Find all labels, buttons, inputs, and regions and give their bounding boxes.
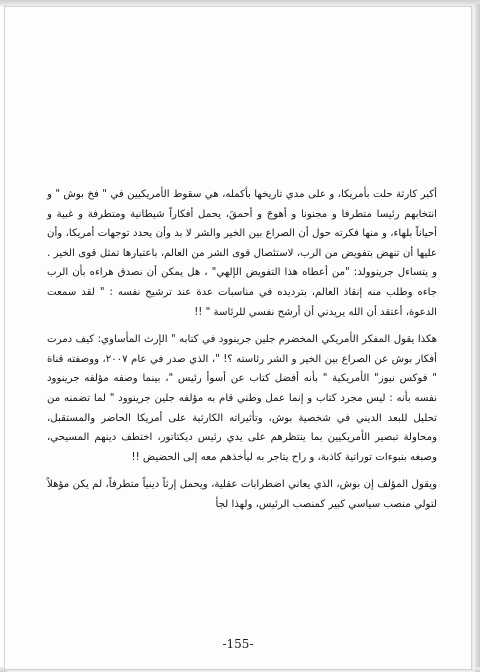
paragraph-3: ويقول المؤلف إن بوش، الذي يعاني اضطرابات عقلية، ويحمل إرثاً دينياً متطرفاً، لم يكن مؤهلاً لتولي منصب سياسي كبير كمنصب الرئيس، ولهذا لجأ [47,479,437,510]
paragraph-1: أكبر كارثة حلت بأمريكا، و على مدي تاريخها بأكمله، هي سقوط الأمريكيين في " فخ بوش " و انتخابهم رئيسا متطرفا و مجنونا و أهوجَ و أحمقَ، يحمل أفكاراً شيطانية ومتطرفة و غبية و أحياناً بلهاء، و منها فكرته حول أن الصراع بين الخير والشر لا بد وأن يحدد توجهات أمريكا، وأن عليها أن تنهض بتفويض من الرب، لاستئصال قوى الشر من العالم، باعتبارها تمثل قوى الخير . و يتساءل جرينوولد: "من أعطاه هذا التفويض الإلهي" ، هل يمكن أن نصدق هراءه بأن الرب جاءه وطلب منه إنقاذ العالم، بترديده في مناسبات عدة عند ترشيح نفسه : " لقد سمعت الدعوة، أعتقد أن الله يريدني أن أرشح نفسي للرئاسة " !! [47,189,437,318]
page-number: -155- [222,637,254,651]
body-text [47,185,437,515]
scan-right-edge [474,4,480,668]
paragraph-2: هكذا يقول المفكر الأمريكي المخضرم جلين جرينوود في كتابه " الإرث المأساوي: كيف دمرت أفكار بوش عن الصراع بين الخير و الشر رئاسته ؟! "، الذي صدر في عام ٢٠٠٧، ووصفته قناة " فوكس نيوز" الأمريكية " بأنه أفضل كتاب عن أسوأ رئيس "، بينما وصفه مؤلفه جرينوود نفسه بأنه : ليس مجرد كتاب و إنما عمل وطني قام به مؤلفه جلين جرينوود " لما تضمنه من تحليل للبعد الديني في شخصية بوش، وتأثيراته الكارثية على أمريكا الحاضر والمستقبل، ومحاولة تبصير الأمريكيين بما ينتظرهم على يدي رئيس ديكتاتور، اختطف دينهم المسيحي، وصبغه بنبوءات توراتية كاذبة، و راح يتاجر به ليأخذهم معه إلى الحضيض !! [47,334,437,463]
book-page [4,6,472,670]
